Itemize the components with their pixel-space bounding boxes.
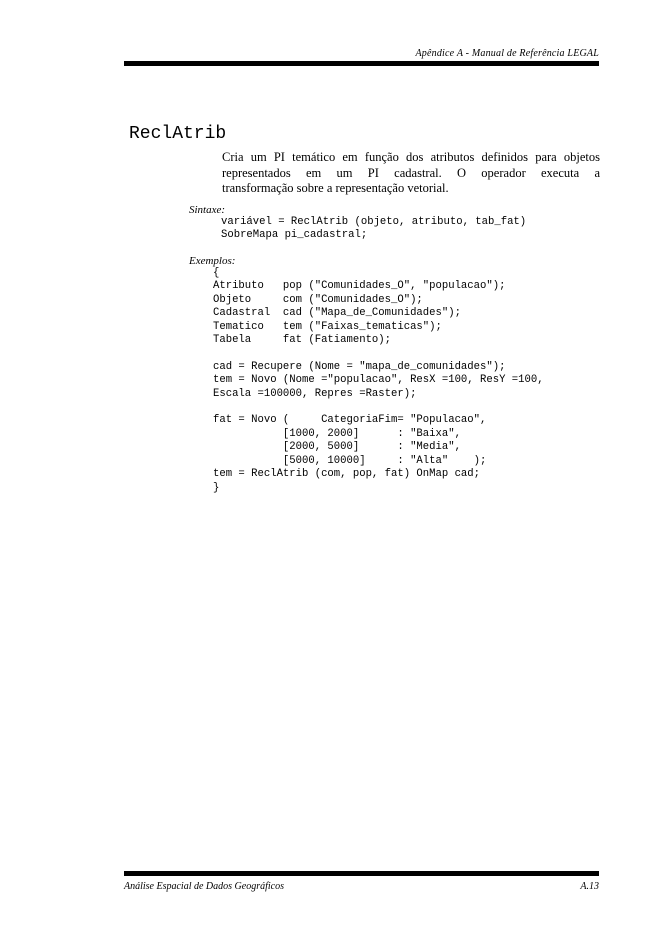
code-line: [1000, 2000] : "Baixa", xyxy=(213,427,461,440)
footer-book-title: Análise Espacial de Dados Geográficos xyxy=(124,881,284,892)
code-line: fat = Novo ( CategoriaFim= "Populacao", xyxy=(213,414,487,427)
code-line: { xyxy=(213,267,220,279)
code-line: cad = Recupere (Nome = "mapa_de_comunidades"); xyxy=(213,360,506,373)
examples-label: Exemplos: xyxy=(189,255,236,267)
examples-code xyxy=(213,267,544,495)
code-line: Tabela fat (Fatiamento); xyxy=(213,334,392,347)
description-line: representados em um PI cadastral. O operador executa a xyxy=(222,165,600,180)
section-title: ReclAtrib xyxy=(129,124,227,144)
code-line: tem = Novo (Nome ="populacao", ResX =100, ResY =100, xyxy=(213,374,544,387)
code-line: variável = ReclAtrib (objeto, atributo, tab_fat) xyxy=(221,216,527,228)
page-number: A.13 xyxy=(580,881,599,892)
code-line: Atributo pop ("Comunidades_O", "populacao"); xyxy=(213,280,506,293)
code-line: [5000, 10000] : "Alta" ); xyxy=(213,454,487,467)
section-description xyxy=(222,150,600,197)
description-line: transformação sobre a representação vetorial. xyxy=(222,181,449,195)
code-line: Escala =100000, Repres =Raster); xyxy=(213,387,417,400)
footer-rule xyxy=(124,871,599,876)
code-line: tem = ReclAtrib (com, pop, fat) OnMap cad; xyxy=(213,468,481,481)
code-line: SobreMapa pi_cadastral; xyxy=(221,229,368,242)
code-line: [2000, 5000] : "Media", xyxy=(213,441,461,454)
header-rule xyxy=(124,61,599,66)
code-line: Tematico tem ("Faixas_tematicas"); xyxy=(213,320,442,333)
syntax-label: Sintaxe: xyxy=(189,204,226,216)
syntax-code xyxy=(221,216,526,243)
running-header: Apêndice A - Manual de Referência LEGAL xyxy=(415,48,599,59)
code-line: Objeto com ("Comunidades_O"); xyxy=(213,293,423,306)
code-line: Cadastral cad ("Mapa_de_Comunidades"); xyxy=(213,307,461,320)
code-line: } xyxy=(213,481,220,494)
description-line: Cria um PI temático em função dos atributos definidos para objetos xyxy=(222,150,600,164)
